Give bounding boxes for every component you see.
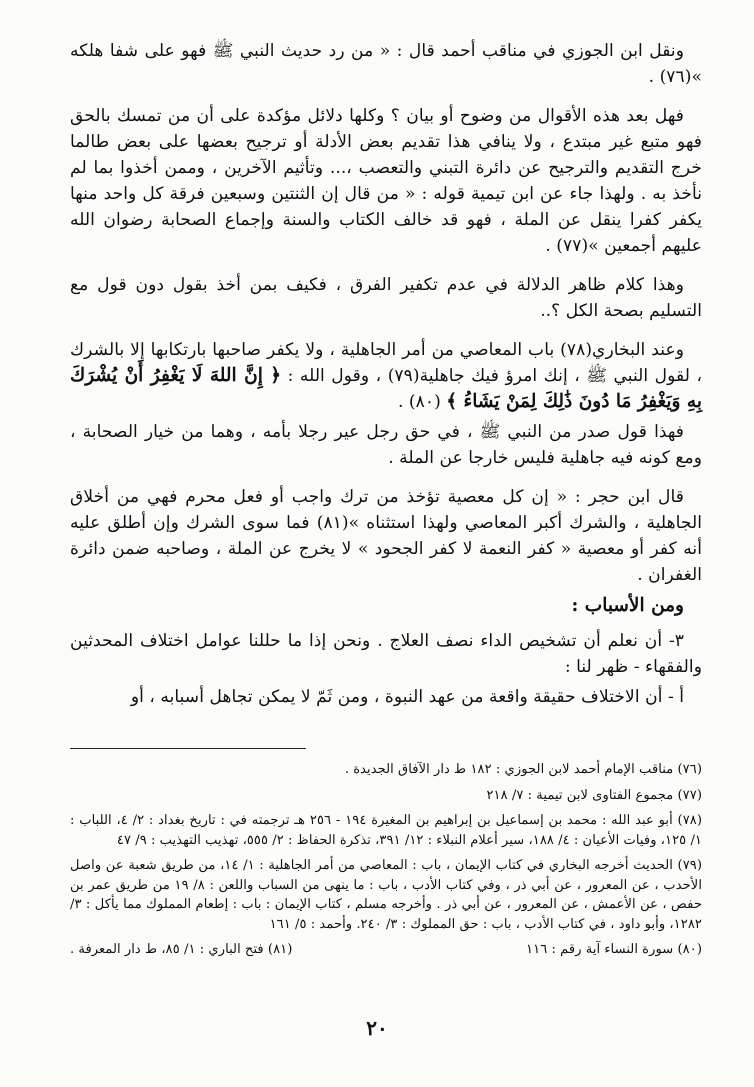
paragraph-diagnosis: ٣- أن نعلم أن تشخيص الداء نصف العلاج . ونحن إذا ما حللنا عوامل اختلاف المحدثين والفقهاء - ظهر لنا : [70,631,702,677]
verse-footnote-ref: (٨٠) . [397,392,441,412]
paragraph-ibn-jawzi: ونقل ابن الجوزي في مناقب أحمد قال : « من رد حديث النبي ﷺ فهو على شفا هلكه »(٧٦) . [70,41,702,87]
paragraph-difference: أ - أن الاختلاف حقيقة واقعة من عهد النبوة ، ومن ثَمّ لا يمكن تجاهل أسبابه ، أو [130,687,684,707]
paragraph-hadith: فهذا قول صدر من النبي ﷺ ، في حق رجل عير رجلا بأمه ، وهما من خيار الصحابة ، ومع كونه فيه جاهلية فليس خارجا عن الملة . [70,422,702,468]
footnote-81: (٨١) فتح الباري : ١/ ٨٥، ط دار المعرفة . [70,942,293,957]
paragraph-clarity: فهل بعد هذه الأقوال من وضوح أو بيان ؟ وكلها دلائل مؤكدة على أن من تمسك بالحق فهو متبع غير مبتدع ، ولا ينافي هذا تقديم بعض الأدلة أو ترجيح بعضها على بعض طالما خرج التقديم والترجيح عن دائرة التبني والتعصب ،... وتأثيم الآخرين ، وممن أخذوا بما لم نأخذ به . ولهذا جاء عن ابن تيمية قوله : « من قال إن الثنتين وسبعين فرقة كل واحد منها يكفر كفرا ينقل عن الملة ، فهو قد خالف الكتاب والسنة وإجماع الصحابة رضوان الله عليهم أجمعين »(٧٧) . [70,106,702,256]
footnote-79: (٧٩) الحديث أخرجه البخاري في كتاب الإيمان ، باب : المعاصي من أمر الجاهلية : ١/ ١٤، من طريق شعبة عن واصل الأحدب ، عن المعرور ، عن أبي ذر ، وفي كتاب الأدب ، باب : ما ينهى من السباب واللعن : ٨/ ١٩ من طريق عمر بن حفص ، عن الأعمش ، عن المعرور ، عن أبي ذر . وأخرجه مسلم ، كتاب الإيمان : باب : إطعام المملوك مما يأكل : ٣/ ١٢٨٢، وأبو داود ، في كتاب الأدب ، باب : حق المملوك : ٣/ ٢٤٠. وأحمد : ٥/ ١٦١ [70,858,703,932]
page-number: ٢٠ [366,1016,388,1040]
footnote-divider [70,748,306,749]
paragraph-sects: وهذا كلام ظاهر الدلالة في عدم تكفير الفرق ، فكيف بمن أخذ بقول دون قول مع التسليم بصحة الكل ؟.. [70,275,702,321]
bukhari-text: وعند البخاري(٧٨) باب المعاصي من أمر الجاهلية ، ولا يكفر صاحبها بارتكابها إلا بالشرك ، لقول النبي ﷺ ، إنك امرؤ فيك جاهلية(٧٩) ، وقول الله : [70,340,702,386]
footnote-77: (٧٧) مجموع الفتاوى لابن تيمية : ٧/ ٢١٨ [486,787,702,803]
footnotes [70,760,702,966]
footnote-76: (٧٦) مناقب الإمام أحمد لابن الجوزي : ١٨٢ ط دار الآفاق الجديدة . [344,762,702,777]
paragraph-ibn-hajar: قال ابن حجر : « إن كل معصية تؤخذ من ترك واجب أو فعل محرم فهي من أخلاق الجاهلية ، والشرك أكبر المعاصي ولهذا استثناه »(٨١) فما سوى الشرك وإن أطلق عليه أنه كفر أو معصية « كفر النعمة لا كفر الجحود » لا يخرج عن الملة ، وصاحبه ضمن دائرة الغفران . [70,487,702,585]
paragraph-bukhari [70,337,702,415]
main-text [70,38,702,723]
section-heading: ومن الأسباب : [571,595,684,616]
footnote-80: (٨٠) سورة النساء آية رقم : ١١٦ [526,942,702,957]
quran-verse: ﴿ إِنَّ اللهَ لَا يَغْفِرُ أَنْ يُشْرَكَ بِهِ وَيَغْفِرُ مَا دُونَ ذَٰلِكَ لِمَنْ يَشَاءُ ﴾ [70,365,702,412]
footnote-row-80-81 [70,940,702,960]
footnote-78: (٧٨) أبو عبد الله : محمد بن إسماعيل بن إبراهيم بن المغيرة ١٩٤ - ٢٥٦ هـ ترجمته في : تاريخ بغداد : ٢/ ٤، اللباب : ١/ ١٢٥، وفيات الأعيان : ٤/ ١٨٨، سير أعلام النبلاء : ١٢/ ٣٩١، تذكرة الحفاظ : ٢/ ٥٥٥، تهذيب التهذيب : ٩/ ٤٧ [70,813,703,848]
